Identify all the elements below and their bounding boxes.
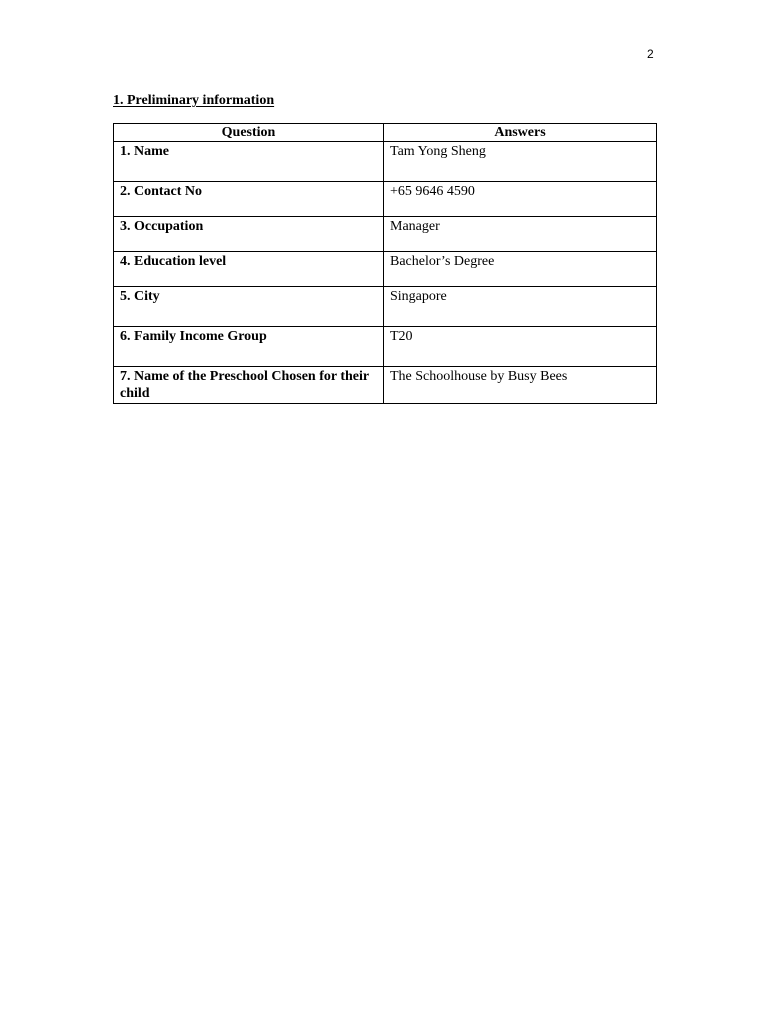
section-heading: 1. Preliminary information	[113, 93, 275, 108]
answers-column-header: Answers	[384, 124, 657, 142]
table-row	[114, 252, 657, 287]
page-number: 2	[647, 47, 654, 61]
answer-cell: +65 9646 4590	[384, 182, 657, 217]
answer-cell: Singapore	[384, 287, 657, 327]
table-row	[114, 217, 657, 252]
table-row	[114, 327, 657, 367]
question-cell: 3. Occupation	[114, 217, 384, 252]
answer-cell: Bachelor’s Degree	[384, 252, 657, 287]
question-cell: 1. Name	[114, 142, 384, 182]
question-column-header: Question	[114, 124, 384, 142]
answer-cell: Manager	[384, 217, 657, 252]
question-cell: 5. City	[114, 287, 384, 327]
question-cell: 2. Contact No	[114, 182, 384, 217]
table-header-row	[114, 124, 657, 142]
table-row	[114, 367, 657, 404]
question-cell: 4. Education level	[114, 252, 384, 287]
table-row	[114, 142, 657, 182]
answer-cell: T20	[384, 327, 657, 367]
table-row	[114, 182, 657, 217]
answer-cell: Tam Yong Sheng	[384, 142, 657, 182]
question-cell: 6. Family Income Group	[114, 327, 384, 367]
preliminary-info-table	[113, 123, 657, 404]
answer-cell: The Schoolhouse by Busy Bees	[384, 367, 657, 404]
table-row	[114, 287, 657, 327]
question-cell: 7. Name of the Preschool Chosen for their child	[114, 367, 384, 404]
